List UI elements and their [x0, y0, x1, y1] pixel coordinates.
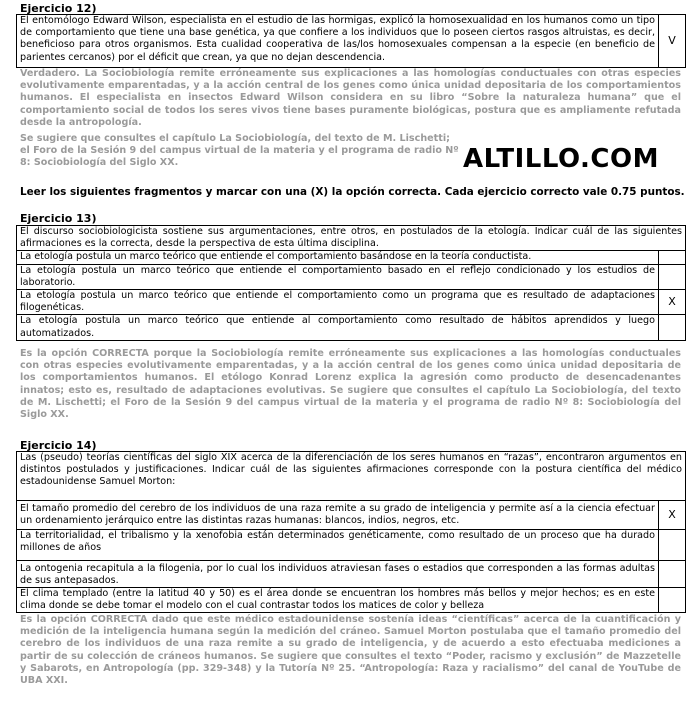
option-mark [659, 315, 686, 340]
exercise-12-explanation: Verdadero. La Sociobiología remite erróneamente sus explicaciones a las homologías conductuales con otras especies evolutivamente emparentadas, y a la acción central de los genes como única unidad depositaria de los comportamientos humanos. El especialista en insectos Edward Wilson considera en su libro “Sobre la naturaleza humana” que el comportamiento social de todos los seres vivos tiene bases puramente biológicas, postura que es ampliamente refutada desde la antropología. [20, 68, 681, 128]
option-mark [659, 530, 686, 561]
option-text: La etología postula un marco teórico que entiende el comportamiento basándose en la teoría conductista. [17, 251, 659, 264]
option-mark [659, 588, 686, 613]
option-text: El tamaño promedio del cerebro de los individuos de una raza remite a su grado de inteligencia y permite así a la ciencia efectuar un ordenamiento jerárquico entre las distintas razas humanas: blancos, indios, negros, etc. [17, 501, 659, 530]
exercise-13-option [17, 290, 686, 315]
exercise-14-table [16, 451, 686, 613]
option-mark [659, 251, 686, 264]
exercise-12-table [16, 14, 686, 68]
exercise-13-option [17, 315, 686, 340]
exercise-14-heading: Ejercicio 14) [20, 439, 97, 452]
exercise-14-statement: Las (pseudo) teorías científicas del siglo XIX acerca de la diferenciación de los seres humanos en “razas”, encontraron argumentos en distintos postulados y justificaciones. Indicar cuál de las siguientes afirmaciones corresponde con la postura científica del médico estadounidense Samuel Morton: [17, 452, 686, 501]
exercise-14-explanation: Es la opción CORRECTA dado que este médico estadounidense sostenía ideas “científicas” acerca de la cuantificación y medición de la inteligencia humana según la medición del cráneo. Samuel Morton postulaba que el tamaño promedio del cerebro de los individuos de una raza remite a su grado de inteligencia, y de acuerdo a esto efectuaba mediciones a partir de su colección de cráneos humanos. Se sugiere que consultes el texto “Poder, racismo y exclusión” de Mazzetelle y Sabarots, en Antropología (pp. 329-348) y la Tutoría Nº 25. “Antropología: Raza y racialismo” del canal de YouTube de UBA XXI. [20, 614, 681, 687]
altillo-logo: ALTILLO.COM [463, 144, 659, 174]
option-text: La etología postula un marco teórico que entiende el comportamiento como un programa que es resultado de adaptaciones filogenéticas. [17, 290, 659, 315]
exercise-12-suggestion: Se sugiere que consultes el capítulo La Sociobiología, del texto de M. Lischetti; el Foro de la Sesión 9 del campus virtual de la materia y el programa de radio Nº 8: Sociobiología del Siglo XX. [20, 133, 459, 169]
option-mark: X [659, 501, 686, 530]
exercise-14-option [17, 501, 686, 530]
exercise-14-option [17, 530, 686, 561]
option-text: La ontogenia recapitula a la filogenia, por lo cual los individuos atraviesan fases o estadios que corresponden a las formas adultas de sus antepasados. [17, 561, 659, 588]
exercise-13-explanation: Es la opción CORRECTA porque la Sociobiología remite erróneamente sus explicaciones a las homologías conductuales con otras especies evolutivamente emparentadas, y a la acción central de los genes como única unidad depositaria de los comportamientos humanos. El etólogo Konrad Lorenz explica la agresión como producto de desencadenantes innatos; esto es, resultado de adaptaciones evolutivas. Se sugiere que consultes el capítulo La Sociobiología, del texto de M. Lischetti; el Foro de la Sesión 9 del campus virtual de la materia y el programa de radio Nº 8: Sociobiología del Siglo XX. [20, 348, 681, 421]
instructions: Leer los siguientes fragmentos y marcar con una (X) la opción correcta. Cada ejercicio correcto vale 0.75 puntos. [20, 186, 685, 198]
exercise-13-option [17, 251, 686, 264]
exercise-13-statement: El discurso sociobiologicista sostiene sus argumentaciones, entre otros, en postulados de la etología. Indicar cuál de las siguientes afirmaciones es la correcta, desde la perspectiva de esta última disciplina. [17, 226, 686, 251]
option-mark: X [659, 290, 686, 315]
exercise-13-table [16, 225, 686, 341]
option-text: El clima templado (entre la latitud 40 y 50) es el área donde se encuentran los hombres más bellos y mejor hechos; es en este clima donde se debe tomar el modelo con el cual contrastar todos los matices de color y belleza [17, 588, 659, 613]
option-text: La etología postula un marco teórico que entiende al comportamiento como resultado de hábitos aprendidos y luego automatizados. [17, 315, 659, 340]
option-text: La territorialidad, el tribalismo y la xenofobia están determinados genéticamente, como resultado de un proceso que ha durado millones de años [17, 530, 659, 561]
exercise-12-answer: V [659, 15, 686, 68]
exercise-12-statement: El entomólogo Edward Wilson, especialista en el estudio de las hormigas, explicó la homosexualidad en los humanos como un tipo de comportamiento que tiene una base genética, ya que confiere a los individuos que lo poseen ciertos rasgos altruistas, es decir, beneficioso para otros organismos. Esta cualidad cooperativa de las/los homosexuales compensan a la especie (en beneficio de parientes cercanos) por el déficit que crean, ya que no dejan descendencia. [17, 15, 659, 68]
exercise-13-heading: Ejercicio 13) [20, 212, 97, 225]
exercise-12-heading: Ejercicio 12) [20, 2, 97, 15]
exercise-13-option [17, 264, 686, 289]
option-text: La etología postula un marco teórico que entiende el comportamiento basado en el reflejo condicionado y los estudios de laboratorio. [17, 264, 659, 289]
option-mark [659, 561, 686, 588]
option-mark [659, 264, 686, 289]
exercise-14-option [17, 561, 686, 588]
exercise-14-option [17, 588, 686, 613]
